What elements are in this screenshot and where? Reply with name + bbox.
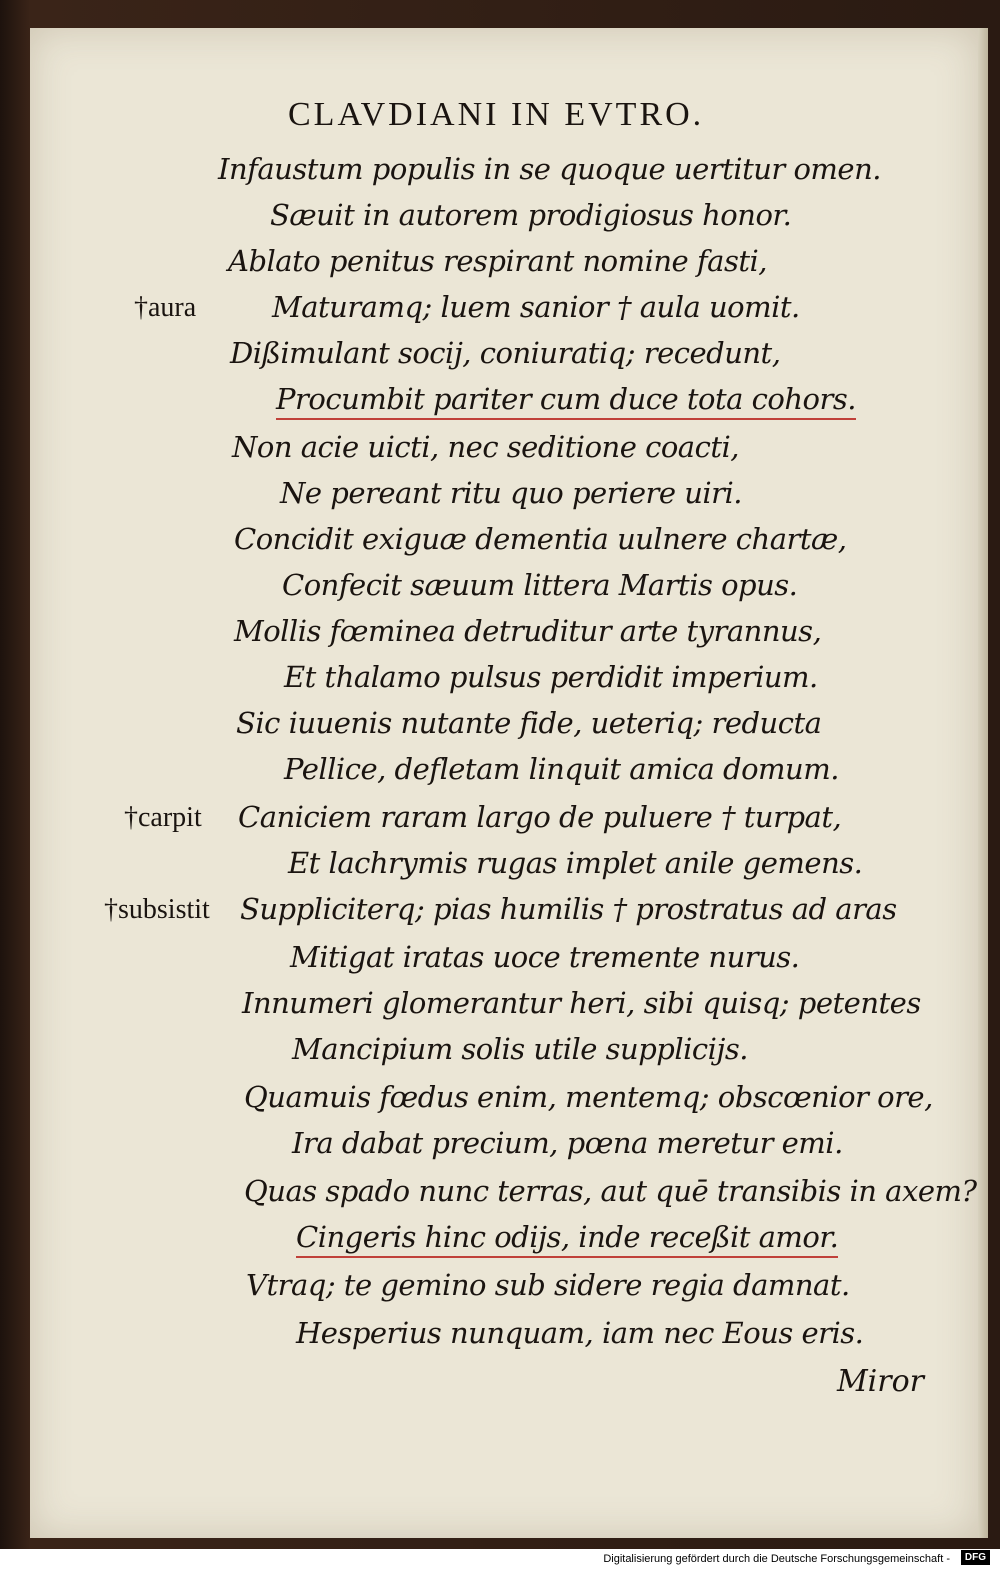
verse-line: Pellice, defletam linquit amica domum.	[284, 752, 839, 786]
verse-line: Mancipium solis utile supplicijs.	[292, 1032, 749, 1066]
margin-note: †subsistit	[104, 894, 210, 925]
verse-line: Caniciem raram largo de puluere † turpat,	[238, 800, 842, 834]
dfg-logo-icon: DFG	[961, 1550, 990, 1565]
verse-line: Non acie uicti, nec seditione coacti,	[232, 430, 739, 464]
verse-line: Sic iuuenis nutante fide, ueteriq; reducta	[236, 706, 822, 740]
verse-line: Mitigat iratas uoce tremente nurus.	[290, 940, 800, 974]
page-edge	[978, 28, 988, 1538]
verse-line: Quamuis fœdus enim, mentemq; obscœnior ore,	[244, 1080, 933, 1114]
verse-line: Ablato penitus respirant nomine fasti,	[228, 244, 767, 278]
verse-line: Sæuit in autorem prodigiosus honor.	[270, 198, 792, 232]
verse-line: Et thalamo pulsus perdidit imperium.	[284, 660, 818, 694]
footer-credit: Digitalisierung gefördert durch die Deutsche Forschungsgemeinschaft -	[603, 1553, 950, 1565]
verse-line: Quas spado nunc terras, aut quē transibis in axem?	[244, 1174, 977, 1208]
verse-line: Mollis fœminea detruditur arte tyrannus,	[234, 614, 822, 648]
verse-line: Dißimulant socij, coniuratiq; recedunt,	[230, 336, 781, 370]
verse-line: Hesperius nunquam, iam nec Eous eris.	[296, 1316, 864, 1350]
running-head: CLAVDIANI IN EVTRO.	[288, 96, 705, 133]
catchword: Miror	[836, 1364, 924, 1399]
verse-line: Vtraq; te gemino sub sidere regia damnat.	[246, 1268, 850, 1302]
verse-line: Ne pereant ritu quo periere uiri.	[280, 476, 743, 510]
verse-line: Confecit sæuum littera Martis opus.	[282, 568, 798, 602]
verse-line: Maturamq; luem sanior † aula uomit.	[272, 290, 800, 324]
verse-line: Infaustum populis in se quoque uertitur omen.	[218, 152, 881, 186]
margin-note: †aura	[134, 292, 197, 323]
verse-line-underlined: Cingeris hinc odijs, inde receßit amor.	[296, 1220, 838, 1258]
verse-line: Concidit exiguæ dementia uulnere chartæ,	[234, 522, 847, 556]
margin-note: †carpit	[124, 802, 202, 833]
verse-line-underlined: Procumbit pariter cum duce tota cohors.	[276, 382, 856, 420]
verse-line: Ira dabat precium, pœna meretur emi.	[292, 1126, 843, 1160]
verse-line: Innumeri glomerantur heri, sibi quisq; petentes	[242, 986, 921, 1020]
verse-line: Et lachrymis rugas implet anile gemens.	[288, 846, 863, 880]
verse-line: Suppliciterq; pias humilis † prostratus ad aras	[240, 892, 897, 926]
